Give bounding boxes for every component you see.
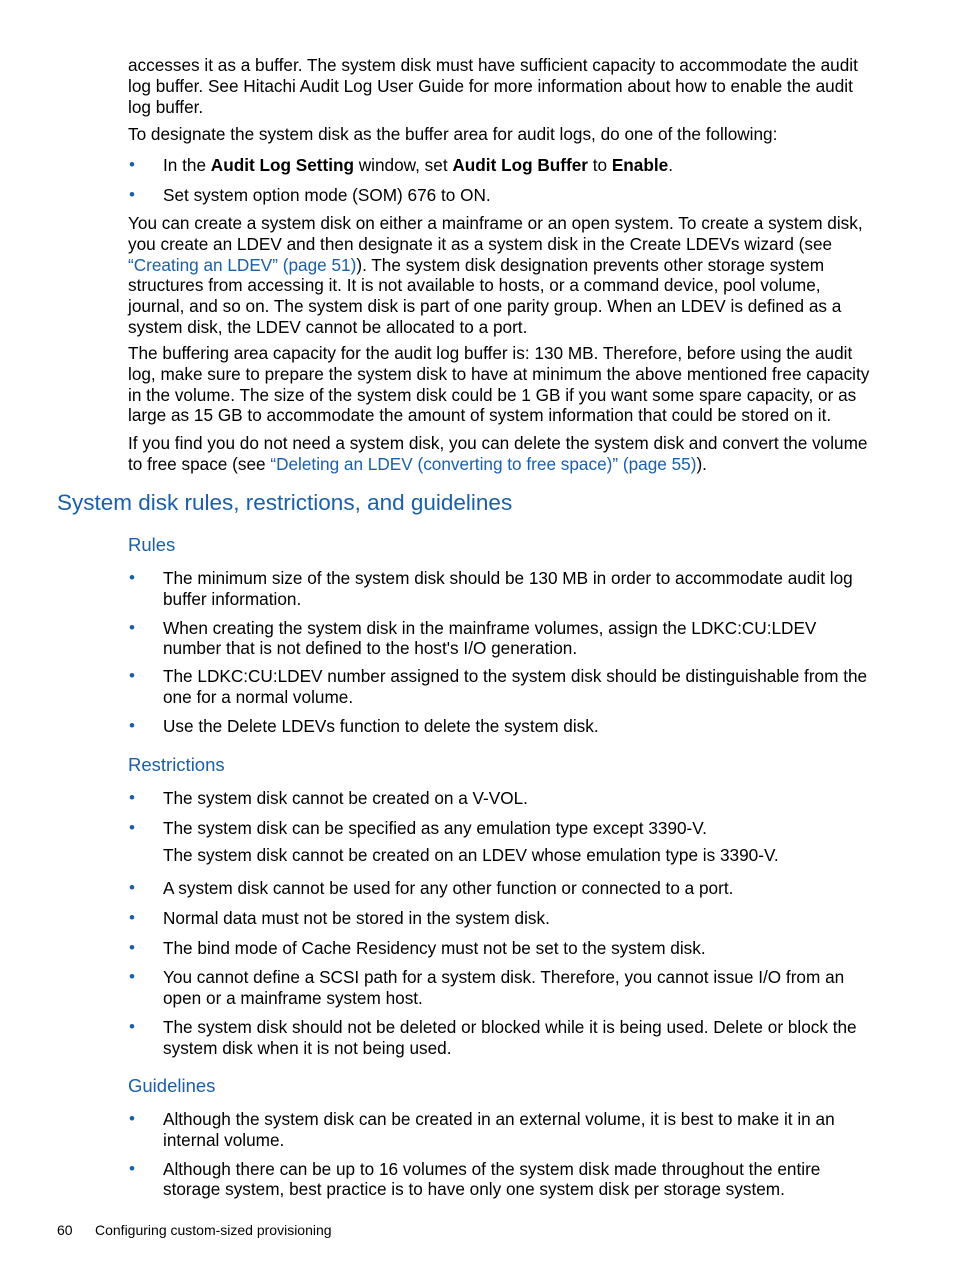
- list-item: • Although the system disk can be created in an external volume, it is best to make it in an internal volume.: [129, 1109, 835, 1150]
- guidelines-heading: Guidelines: [128, 1075, 216, 1096]
- list-item: • The system disk can be specified as any emulation type except 3390-V.: [129, 817, 707, 838]
- bullet-icon: •: [129, 788, 135, 807]
- ui-term: Enable: [611, 155, 669, 175]
- page-number: 60: [57, 1222, 73, 1238]
- list-item: • You cannot define a SCSI path for a system disk. Therefore, you cannot issue I/O from an open or a mainframe system host.: [129, 967, 845, 1009]
- bullet-icon: •: [129, 184, 135, 204]
- bullet-icon: •: [129, 568, 135, 587]
- designate-options-list: [128, 155, 870, 206]
- bullet-icon: •: [129, 1109, 135, 1128]
- paragraph-create-system-disk: You can create a system disk on either a mainframe or an open system. To create a system disk, you create an LDEV and then designate it as a system disk in the Create LDEVs wizard (see “Creating an LDEV” (page 51)). The system disk designation prevents other storage system structures from accessing it. It is not available to hosts, or a command device, pool volume, journal, and so on. The system disk is part of one parity group. When an LDEV is defined as a system disk, the LDEV cannot be allocated to a port.: [128, 213, 863, 337]
- list-item: • The system disk cannot be created on a V-VOL.: [129, 788, 528, 808]
- list-item: • A system disk cannot be used for any other function or connected to a port.: [129, 878, 734, 898]
- bullet-icon: •: [129, 817, 135, 837]
- list-item: • When creating the system disk in the mainframe volumes, assign the LDKC:CU:LDEV number that is not defined to the host's I/O generation.: [129, 617, 817, 659]
- bullet-icon: •: [129, 937, 135, 957]
- rules-list: [128, 568, 870, 737]
- ui-term: Audit Log Buffer: [452, 155, 588, 175]
- paragraph-delete-system-disk: If you find you do not need a system disk, you can delete the system disk and convert the volume to free space (see “Deleting an LDEV (converting to free space)” (page 55)).: [128, 433, 868, 474]
- bullet-icon: •: [129, 967, 135, 987]
- list-item: • The system disk should not be deleted or blocked while it is being used. Delete or block the system disk when it is not being used.: [129, 1016, 857, 1058]
- list-item: • The LDKC:CU:LDEV number assigned to the system disk should be distinguishable from the one for a normal volume.: [129, 666, 868, 707]
- list-item: • Normal data must not be stored in the system disk.: [129, 907, 550, 928]
- bullet-icon: •: [129, 1158, 135, 1178]
- section-heading: System disk rules, restrictions, and guidelines: [57, 490, 513, 515]
- bullet-icon: •: [129, 666, 135, 686]
- page-footer: [57, 1222, 332, 1238]
- bullet-icon: •: [129, 907, 135, 927]
- ui-term: Audit Log Setting: [210, 155, 354, 175]
- restriction-note: The system disk cannot be created on an LDEV whose emulation type is 3390-V.: [163, 845, 779, 865]
- restrictions-list-b: [128, 878, 870, 1059]
- list-item: • In the Audit Log Setting window, set Audit Log Buffer to Enable.: [129, 155, 673, 175]
- deleting-ldev-link[interactable]: “Deleting an LDEV (converting to free space)” (page 55): [270, 453, 697, 474]
- bullet-icon: •: [129, 617, 135, 637]
- restrictions-heading: Restrictions: [128, 754, 225, 775]
- rules-heading: Rules: [128, 534, 176, 555]
- list-item: • The minimum size of the system disk should be 130 MB in order to accommodate audit log buffer information.: [129, 568, 853, 609]
- creating-ldev-link[interactable]: “Creating an LDEV” (page 51): [128, 254, 357, 275]
- list-item: • Set system option mode (SOM) 676 to ON.: [129, 184, 491, 205]
- bullet-icon: •: [129, 878, 135, 897]
- chapter-title: Configuring custom-sized provisioning: [95, 1222, 332, 1238]
- bullet-icon: •: [129, 155, 135, 174]
- paragraph-audit-buffer: accesses it as a buffer. The system disk must have sufficient capacity to accommodate the audit log buffer. See Hitachi Audit Log User Guide for more information about how to enable the audit log buffer.: [128, 55, 858, 117]
- bullet-icon: •: [129, 1016, 135, 1036]
- paragraph-designate: To designate the system disk as the buffer area for audit logs, do one of the following:: [128, 124, 778, 144]
- restrictions-list-a: [128, 788, 870, 839]
- bullet-icon: •: [129, 715, 135, 735]
- list-item: • Although there can be up to 16 volumes of the system disk made throughout the entire storage system, best practice is to have only one system disk per storage system.: [129, 1158, 821, 1200]
- paragraph-buffer-capacity: The buffering area capacity for the audit log buffer is: 130 MB. Therefore, before using the audit log, make sure to prepare the system disk to have at minimum the above mentioned free capacity in the volume. The size of the system disk could be 1 GB if you want some spare capacity, or as large as 15 GB to accommodate the amount of system information that could be stored on it.: [128, 343, 870, 426]
- guidelines-list: [128, 1109, 870, 1200]
- list-item: • The bind mode of Cache Residency must not be set to the system disk.: [129, 937, 706, 958]
- list-item: • Use the Delete LDEVs function to delete the system disk.: [129, 715, 599, 736]
